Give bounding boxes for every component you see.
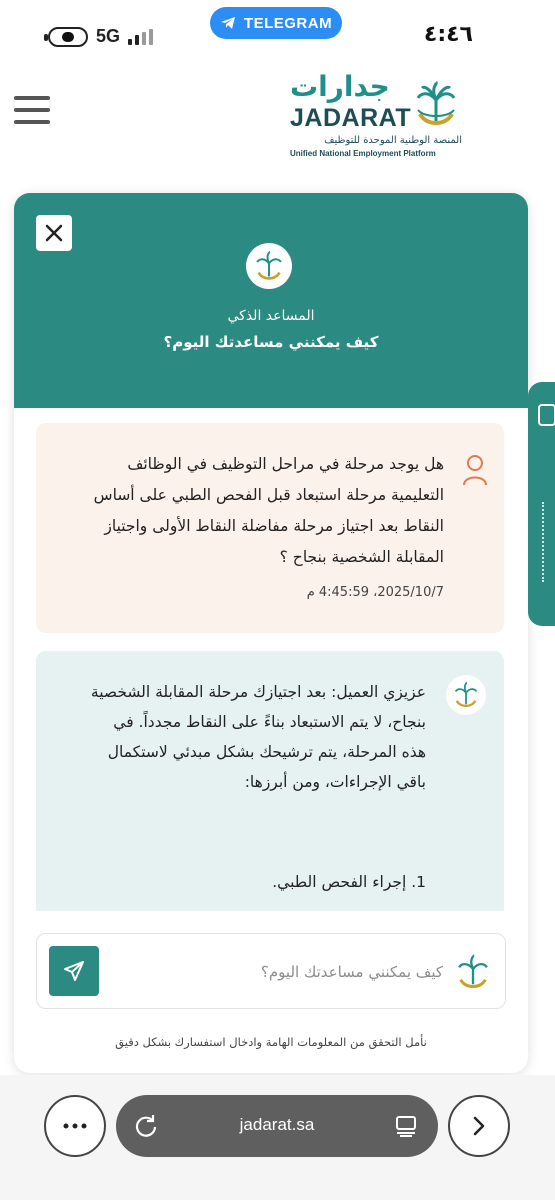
brand-name-arabic: جدارات <box>290 70 390 103</box>
more-button[interactable] <box>44 1095 106 1157</box>
palm-emblem-icon <box>410 78 462 130</box>
brand-name-english: JADARAT <box>290 104 412 132</box>
assistant-logo <box>246 243 292 289</box>
url-text: jadarat.sa <box>239 1115 315 1134</box>
address-bar[interactable] <box>116 1095 438 1157</box>
more-icon <box>63 1123 87 1129</box>
side-feedback-tab[interactable] <box>528 382 555 626</box>
disclaimer-note: نأمل التحقق من المعلومات الهامة وادخال استفسارك بشكل دقيق <box>115 1035 427 1049</box>
assistant-avatar <box>446 675 486 715</box>
chat-header <box>14 193 528 408</box>
palm-emblem-icon <box>451 680 481 710</box>
user-message-text: هل يوجد مرحلة في مراحل التوظيف في الوظائف التعليمية مرحلة استبعاد قبل الفحص الطبي على أساس النقاط بعد اجتياز مرحلة مفاضلة النقاط الأولى واجتياز المقابلة الشخصية بنجاح ؟ <box>93 455 444 566</box>
assistant-message <box>36 651 504 911</box>
brand-tagline-arabic: المنصة الوطنية الموحدة للتوظيف <box>324 135 462 146</box>
assistant-list-item: 1. إجراء الفحص الطبي. <box>272 873 426 891</box>
message-timestamp: 2025/10/7، 4:45:59 م <box>306 585 444 600</box>
close-icon <box>45 224 63 242</box>
palm-emblem-icon <box>252 249 286 283</box>
chat-input-box <box>36 933 506 1009</box>
user-avatar-icon <box>462 453 488 487</box>
status-indicators <box>48 26 153 47</box>
telegram-icon <box>220 16 236 30</box>
forward-button[interactable] <box>448 1095 510 1157</box>
send-button[interactable] <box>49 946 99 996</box>
send-icon <box>63 960 85 982</box>
chat-icon <box>538 404 555 426</box>
network-label: 5G <box>96 26 121 46</box>
hamburger-menu-icon[interactable] <box>14 96 50 124</box>
clock: ٤:٤٦ <box>423 22 473 47</box>
close-button[interactable] <box>36 215 72 251</box>
assistant-title: المساعد الذكي <box>227 308 315 324</box>
brand-tagline-english: Unified National Employment Platform <box>290 149 436 158</box>
user-message <box>36 423 504 633</box>
telegram-label: TELEGRAM <box>243 14 333 32</box>
chat-panel <box>14 193 528 1073</box>
palm-emblem-icon <box>453 952 493 992</box>
assistant-subtitle: كيف يمكنني مساعدتك اليوم؟ <box>163 333 379 351</box>
jadarat-logo[interactable] <box>286 70 486 160</box>
tabs-icon[interactable] <box>394 1114 418 1138</box>
side-tab-decoration <box>542 502 548 582</box>
status-bar <box>0 0 555 70</box>
assistant-message-text: عزيزي العميل: بعد اجتيازك مرحلة المقابلة الشخصية بنجاح، لا يتم الاستبعاد بناءً على النقاط مجدداً. في هذه المرحلة، يتم ترشيحك بشكل مبدئي لاستكمال باقي الإجراءات، ومن أبرزها: <box>90 683 426 791</box>
battery-icon <box>48 27 88 47</box>
chevron-right-icon <box>472 1115 486 1137</box>
chat-input[interactable] <box>113 950 443 994</box>
signal-icon <box>128 29 153 45</box>
telegram-notification[interactable] <box>210 7 342 39</box>
